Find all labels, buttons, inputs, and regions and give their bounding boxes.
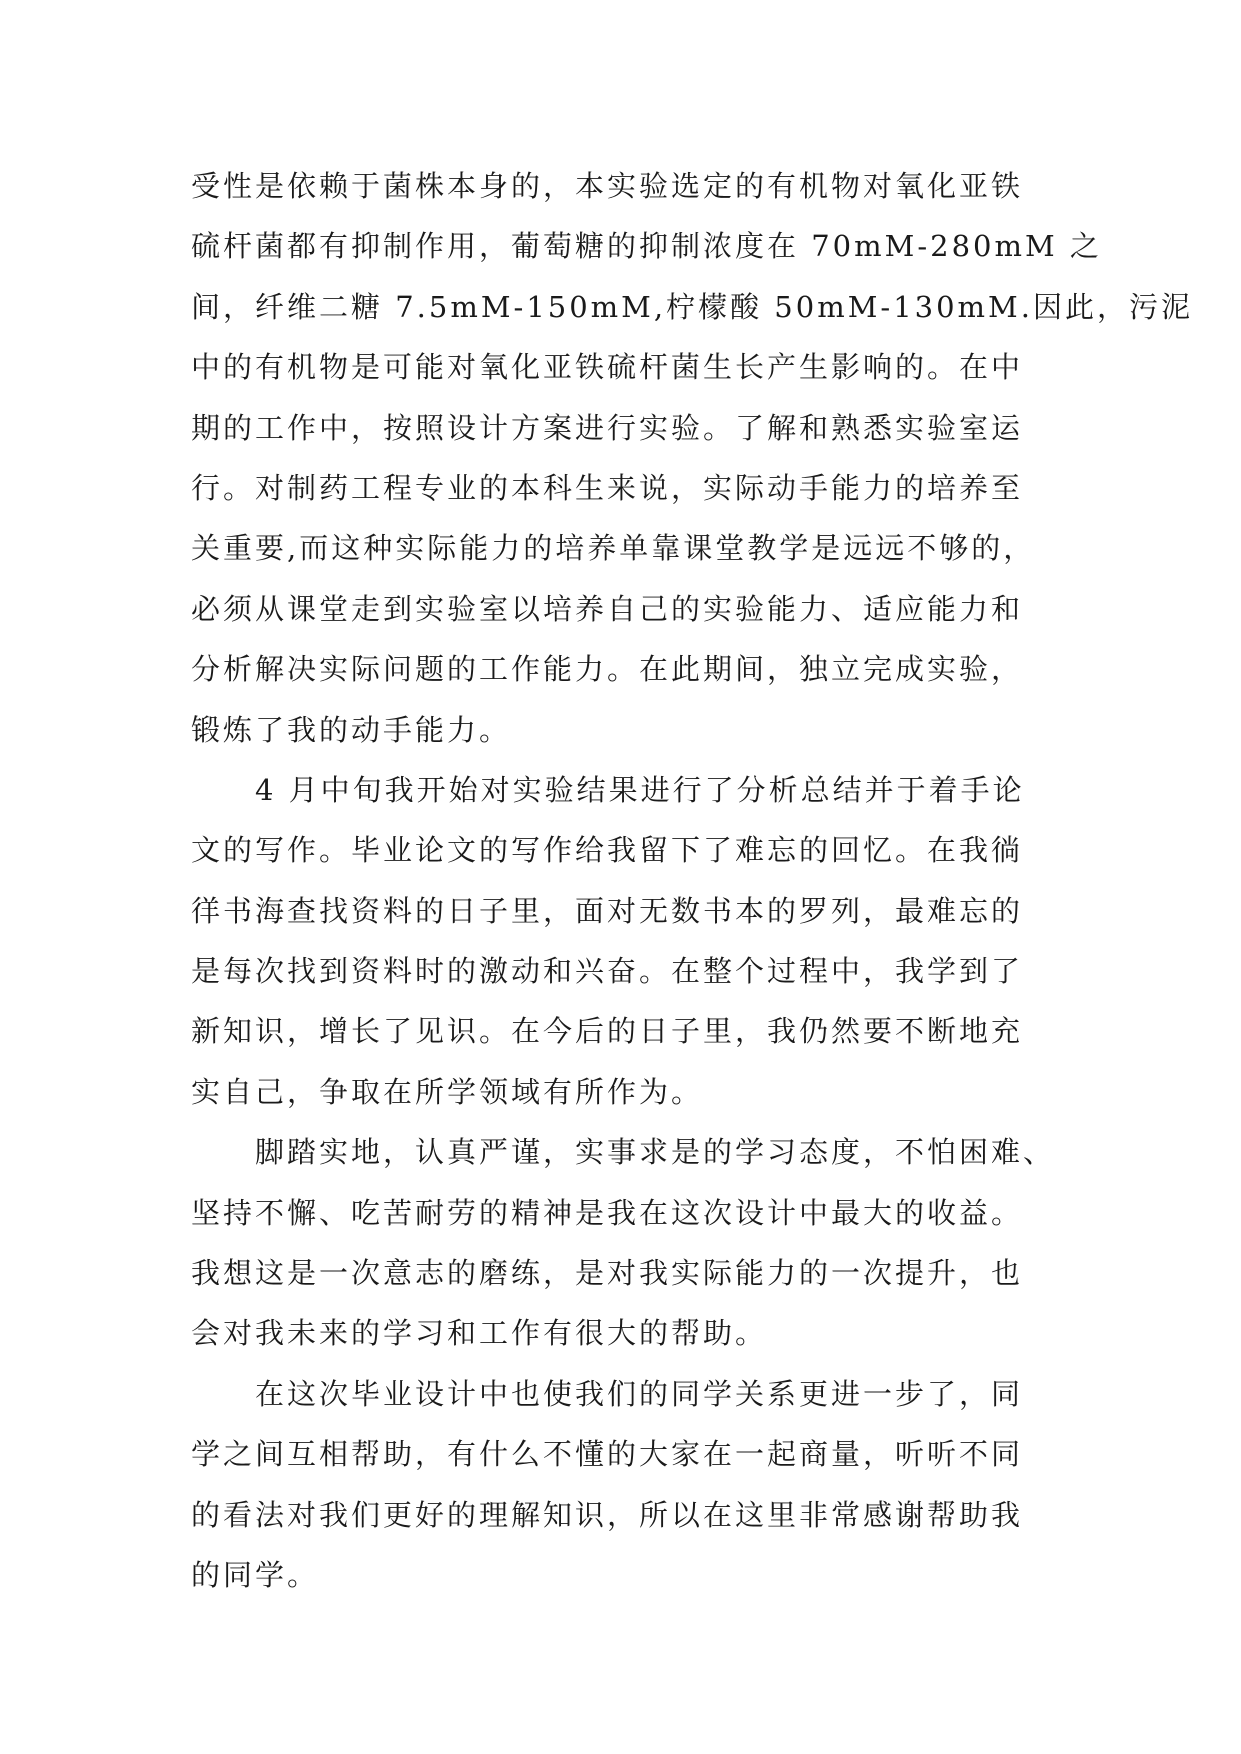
text-line: 学之间互相帮助，有什么不懂的大家在一起商量，听听不同 [191, 1437, 1024, 1472]
text-line: 坚持不懈、吃苦耐劳的精神是我在这次设计中最大的收益。 [191, 1195, 1024, 1230]
text-line: 期的工作中，按照设计方案进行实验。了解和熟悉实验室运 [191, 410, 1024, 445]
text-line: 我想这是一次意志的磨练，是对我实际能力的一次提升，也 [191, 1256, 1024, 1291]
text-line: 脚踏实地，认真严谨，实事求是的学习态度，不怕困难、 [255, 1135, 1056, 1170]
text-line: 的同学。 [191, 1557, 320, 1592]
text-line: 4 月中旬我开始对实验结果进行了分析总结并于着手论 [255, 772, 1025, 807]
text-line: 锻炼了我的动手能力。 [191, 712, 512, 747]
text-line: 新知识，增长了见识。在今后的日子里，我仍然要不断地充 [191, 1014, 1024, 1049]
text-line: 必须从课堂走到实验室以培养自己的实验能力、适应能力和 [191, 591, 1024, 626]
text-line: 会对我未来的学习和工作有很大的帮助。 [191, 1316, 768, 1351]
paragraph-2 [191, 760, 1061, 1122]
text-line: 文的写作。毕业论文的写作给我留下了难忘的回忆。在我徜 [191, 833, 1024, 868]
text-line: 关重要,而这种实际能力的培养单靠课堂教学是远远不够的， [191, 531, 1036, 566]
paragraph-4 [191, 1364, 1061, 1606]
text-line: 受性是依赖于菌株本身的，本实验选定的有机物对氧化亚铁 [191, 169, 1024, 203]
text-line: 行。对制药工程专业的本科生来说，实际动手能力的培养至 [191, 470, 1024, 505]
text-line: 中的有机物是可能对氧化亚铁硫杆菌生长产生影响的。在中 [191, 350, 1024, 385]
text-line: 徉书海查找资料的日子里，面对无数书本的罗列，最难忘的 [191, 893, 1024, 928]
text-line: 实自己，争取在所学领域有所作为。 [191, 1074, 704, 1109]
text-line: 硫杆菌都有抑制作用，葡萄糖的抑制浓度在 70mM-280mM 之 [191, 229, 1102, 264]
text-line: 在这次毕业设计中也使我们的同学关系更进一步了，同 [255, 1376, 1024, 1411]
text-line: 的看法对我们更好的理解知识，所以在这里非常感谢帮助我 [191, 1497, 1024, 1532]
text-line: 间，纤维二糖 7.5mM-150mM,柠檬酸 50mM-130mM.因此，污泥 [191, 289, 1193, 324]
paragraph-1 [191, 156, 1193, 760]
paragraph-3 [191, 1122, 1061, 1364]
text-line: 是每次找到资料时的激动和兴奋。在整个过程中，我学到了 [191, 954, 1024, 989]
text-line: 分析解决实际问题的工作能力。在此期间，独立完成实验， [191, 652, 1024, 687]
document-body [191, 156, 1193, 1605]
